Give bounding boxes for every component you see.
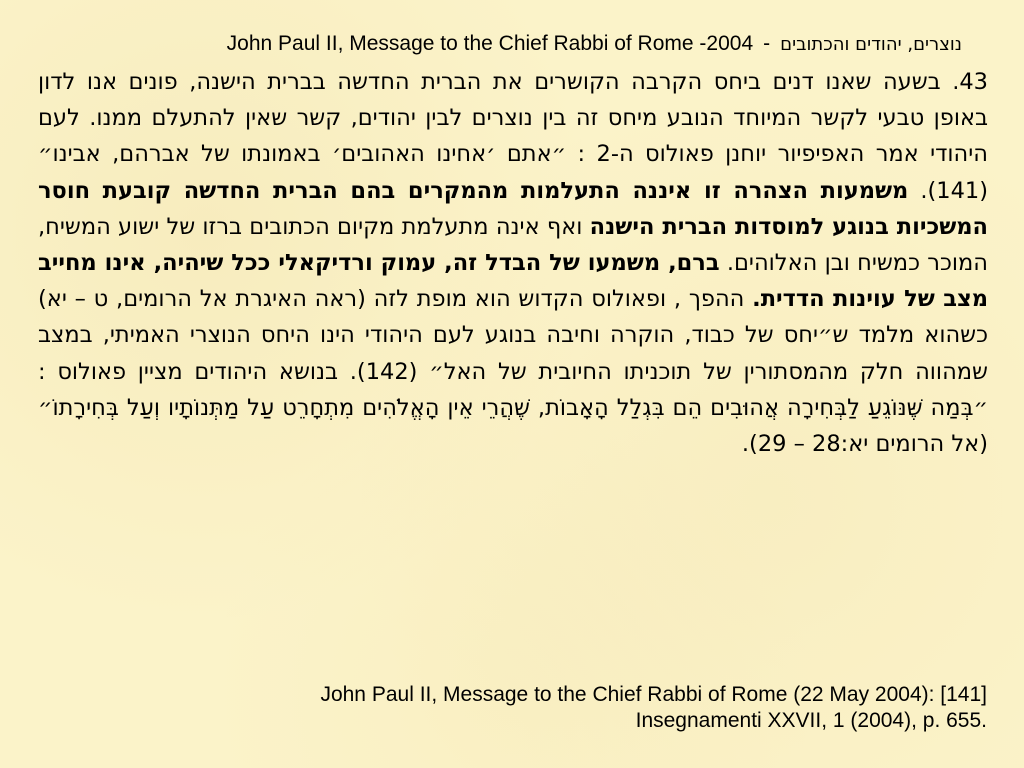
- title-separator: -: [763, 32, 771, 55]
- slide-title: [30, 32, 962, 56]
- title-hebrew: נוצרים, יהודים והכתובים: [780, 34, 962, 55]
- footnote: [30, 682, 987, 734]
- paragraph-text-3: ההפך , ופאולוס הקדוש הוא מופת לזה (ראה האיגרת אל הרומים, ט – יא) כשהוא מלמד ש״יחס של כבוד, הוקרה וחיבה בנוגע לעם היהודי הינו היחס הנוצרי האמיתי, במצב שמהווה חלק מהמסתורין של תוכניתו החיובית של האל״ (142). בנושא היהודים מציין פאולוס : ״בְּמַה שֶּׁנּוֹגֵעַ לַבְּחִירָה אֲהוּבִים הֵם בִּגְלַל הָאָבוֹת, שֶׁהֲרֵי אֵין הָאֱלֹהִים מִתְחָרֵט עַל מַתְּנוֹתָיו וְעַל בְּחִירָתוֹ״ (אל הרומים יא:28 – 29).: [38, 286, 988, 458]
- footnote-line-1: John Paul II, Message to the Chief Rabbi of Rome (22 May 2004): [141]: [320, 683, 987, 706]
- main-paragraph: [38, 64, 988, 462]
- footnote-line-2: Insegnamenti XXVII, 1 (2004), p. 655.: [635, 709, 987, 732]
- paragraph-bold-1: משמעות הצהרה זו איננה התעלמות מהמקרים בהם הברית החדשה קובעת חוסר המשכיות בנוגע למוסדות הברית הישנה: [38, 177, 988, 240]
- paragraph-text-1: 43. בשעה שאנו דנים ביחס הקרבה הקושרים את הברית החדשה בברית הישנה, פונים אנו לדון באופן טבעי לקשר המיוחד הנובע מיחס זה בין נוצרים לבין יהודים, קשר שאין להתעלם ממנו. לעם היהודי אמר האפיפיור יוחנן פאולוס ה-2 : ״אתם ׳אחינו האהובים׳ באמונתו של אברהם, אבינו״ (141).: [38, 69, 988, 204]
- paragraph-bold-2: ברם, משמעו של הבדל זה, עמוק ורדיקאלי ככל שיהיה, אינו מחייב מצב של עוינות הדדית.: [38, 250, 988, 313]
- paragraph-text-2: ואף אינה מתעלמת מקיום הכתובים ברזו של ישוע המשיח, המוכר כמשיח ובן האלוהים.: [38, 213, 988, 277]
- title-english: John Paul II, Message to the Chief Rabbi of Rome -2004: [226, 32, 754, 55]
